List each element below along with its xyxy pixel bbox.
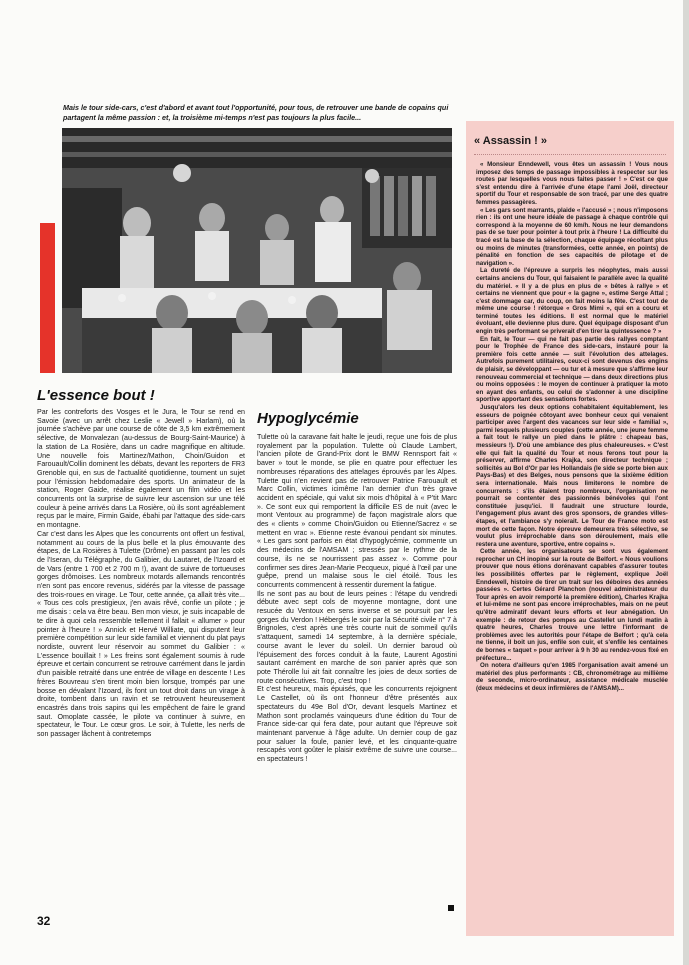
page-number: 32: [37, 914, 51, 928]
article-column-2: [257, 433, 457, 764]
article-heading-hypoglycemie: Hypoglycémie: [257, 410, 359, 427]
restaurant-photo: [62, 128, 452, 373]
sidebar-body: [476, 161, 668, 693]
article-heading-essence: L'essence bout !: [37, 387, 155, 404]
photo-caption: Mais le tour side-cars, c'est d'abord et avant tout l'opportunité, pour tous, de retrouver une bande de copains qui partagent la même passion : et, la troisième mi-temps n'est pas toujours la plus facile...: [63, 103, 449, 122]
sidebar-paragraph: En fait, le Tour — qui ne fait pas partie des rallyes comptant pour le Trophée de France des side-cars, instauré pour la première fois cette année — suit l'évolution des attelages. Autrefois purement utilitaires, ceux-ci sont devenus des engins de plaisir, se développant — ou tur et à mesure que s'affirme leur renouveau commercial et technique — dans deux directions plus ou moins opposées : le moyen de continuer à pratiquer la moto en ayant des enfants, ou celui de s'adonner à une discipline sportive apportant des sensations fortes.: [476, 335, 668, 404]
sidebar-paragraph: La dureté de l'épreuve a surpris les néophytes, mais aussi certains anciens du Tour, qui faisaient le parallèle avec la qualité du matériel. « Il y a de plus en plus de « bêtes à rallye » et certains ne viennent que pour « la gagne », estime Serge Attal ; c'est dommage car, du coup, on fait moins la fête. C'est tout de même une course ! rétorque « Gros Mimi », qui en a couru et terminé toutes les éditions. Il est normal que le matériel évoluant, elle devienne plus dure. Quel équipage disposant d'un engin très performant se priverait d'en tirer la quintessence ? »: [476, 267, 668, 336]
sidebar-box: [466, 121, 674, 936]
restaurant-photo-image: [62, 128, 452, 373]
article-column-1: [37, 408, 245, 739]
end-of-article-square: [448, 905, 454, 911]
article-paragraph: Tulette où la caravane fait halte le jeudi, reçue une fois de plus royalement par la population. Tulette où Claude Lambert, l'ancien pilote de Grand-Prix dont le BMW Rennsport fait « baver » tout le monde, se plie en quatre pour effectuer les nombreuses réparations des attelages éprouvés par les Alpes. Tulette qui n'en revient pas de retrouver Patrice Farouault et Marc Collin, victimes icimême l'an dernier d'un très grave accident en spéciale, qui valut six mois d'hôpital à « P'tit Marc ». Ce sont eux qui remportent la difficile ES de nuit (avec le mont Ventoux au programme) de façon magistrale alors que des « clients » comme Choin/Guidon ou Etienne/Sacrez « se mettent en vrac ». Etienne reste évanoui pendant six minutes. « Les gars sont parfois en état d'hypoglycémie, commente un des médecins de l'AMSAM ; stressés par le rythme de la course, ils ne se nourrissent pas assez ». Comme pour confirmer ses dires Jean-Marie Pecqueux, piqué à l'œil par une guêpe, prend un malaise sous le ciel étoilé. Tous les concurrents commencent à ressentir durement la fatigue.: [257, 433, 457, 589]
sidebar-paragraph: On notera d'ailleurs qu'en 1985 l'organisation avait amené un matériel des plus performants : CB, chronométrage au millième de seconde, micro-ordinateur, assistance médicale musclée (deux médecins et deux infirmières de l'AMSAM)...: [476, 662, 668, 692]
article-paragraph: Et c'est heureux, mais épuisés, que les concurrents rejoignent Le Castellet, où ils ont l'honneur d'être présentés aux spectateurs du 49e Bol d'Or, devant lesquels Martinez et Mathon sont proclamés vainqueurs d'une édition du Tour de France side-car qui fera date, pour autant que l'épreuve soit maintenant parvenue à l'âge adulte. Un dernier coup de gaz pour saluer la foule, panier levé, et les cinquante-quatre rescapés vont goûter le plaisir extrême de suivre une course... en spectateurs !: [257, 685, 457, 764]
sidebar-paragraph: « Les gars sont marrants, plaide « l'accusé » ; nous n'imposons rien : ils ont une heure idéale de passage à chaque contrôle qui correspond à la moyenne de 60 km/h. Nous ne leur demandons pas de se tuer pour pointer à tout prix à l'heure ! La difficulté du tracé est la base de la sélection, chaque équipage récoltant plus ou moins de minutes (transformées, cette année, en points) de pénalité en fonction de ses capacités de pilotage et de navigation ».: [476, 206, 668, 267]
article-paragraph: Car c'est dans les Alpes que les concurrents ont offert un festival, notamment au cours de la plus belle et la plus émouvante des étapes, de La Rosières à Tulette (Drôme) en passant par les cols de l'Iseran, du Télégraphe, du Galibier, du Lautaret, de l'Izoard et de Vars (entre 1 700 et 2 700 m !), avant de suivre de tortueuses gorges drômoises. Les nombreux motards allemands rencontrés n'en sont pas encore revenus, sidérés par la vitesse de passage des trois-roues en virage. Le Tour, cette année, ça allait très vite... « Tous ces cols prestigieux, j'en avais rêvé, confie un pilote ; je me disais : cela va être beau. Ben mon vieux, je suis incapable de te dire à quoi cela ressemble tellement il fallait « allumer » pour pointer à l'heure ! » Annick et Hervé Williate, qui disputent leur première compétition sur leur side familial et viennent du plat pays nordiste, ouvrent leur réservoir au sommet du Galibier : « L'essence bouillait ! » Les freins sont également soumis à rude épreuve et certain concurrent se retrouve carrément dans le jardin d'un paisible retraité dans une entrée de village en descente ! Les frères Bouvreau s'en tirent moin bien lorsque, trompés par une bosse en dévalant l'Izoard, ils font un tout droit dans un virage à droite, tombent dans un ravin et se retrouvent heureusement encastrés dans trois sapins qui les empêchent de faire le grand saut. Omoplate cassée, le pilote va continuer à suivre, en spectateur, le Tour. Le cœur gros. Le soir, à Tulette, les nerfs de son passager lâchent à contretemps: [37, 529, 245, 739]
sidebar-paragraph: « Monsieur Enndewell, vous êtes un assassin ! Vous nous imposez des temps de passage impossibles à respecter sur les routes par lesquelles vous nous faites passer ! » C'est ce que s'est entendu dire à l'arrivée d'une étape l'ami Joël, directeur sportif du Tour et responsable de son tracé, par une des quatre femmes passagères.: [476, 161, 668, 206]
red-accent-bar: [40, 223, 55, 373]
sidebar-title: « Assassin ! »: [474, 135, 547, 147]
article-paragraph: Par les contreforts des Vosges et le Jura, le Tour se rend en Savoie (avec un arrêt chez Leslie « Jewell » Harlam), où la journée s'achève par une course de côte de 3,5 km extrêmement sélective, de Monvalezan (au-dessus de Bourg-Saint-Maurice) à la station de La Rosière, dans un cadre magnifique en altitude. Une nouvelle fois Martinez/Mathon, Choin/Guidon et Farouault/Collin dominent les débats, devant les reporters de FR3 Grenoble qui, en sus de l'actualité quotidienne, tournent un sujet pour l'émission hebdomadaire des sports. Un animateur de la station, Roger Gaide, réalise également un film vidéo et les concurrents ont la surprise de suivre leur ascension sur une télé couleur à peine arrivés dans La Rosière, où ils sont agréablement reçus par le maire, Firmin Gaide, ébahi par l'attaque des side-cars en montagne.: [37, 408, 245, 530]
page-edge: [683, 0, 689, 965]
sidebar-paragraph: Cette année, les organisateurs se sont vus également reprocher un CH inopiné sur la route de Belfort. « Nous voulions prouver que nous étions dorénavant capables d'assurer toutes les possibilités offertes par le règlement, explique Joël Enndewell, histoire de tirer un trait sur les déboires des années passées ». Certes Gérard Planchon (nouvel administrateur du Tour après en avoir remporté la première édition), Charles Krajka et lui-même ne sont pas encore irréprochables, mais on ne peut qu'être admiratif devant leurs efforts et leur abnégation. Un exemple : de retour des pompes au Castellet un lundi matin à quatre heures, Charles trouve une lettre l'informant de problèmes avec les autorités pour l'étape de Belfort ; qu'à cela ne tienne, il boit un jus, enfile son cuir, et s'enfile les centaines de bornes « taquet » pour arriver à 9 h 30 au rendez-vous fixé en préfecture...: [476, 548, 668, 662]
sidebar-paragraph: Jusqu'alors les deux options cohabitaient équitablement, les esseurs de poignée côtoyant avec bonheur ceux qui venaient participer avec l'argent des vacances sur leur side « familial », parmi lesquels plusieurs couples (cette année, une jeune femme a fait tout le rallye un pied dans le plâtre : chapeau bas, messieurs !). D'où une ambiance des plus chaleureuses. « C'est elle qui fait la qualité du Tour et nous ferons tout pour la préserver, affirme Charles Krajka, son directeur technique ; sollicités au Bol d'Or par les Hollandais (le side se porte bien aux Pays-Bas) et des Belges, nous pensons que la sixième édition sera internationale. Mais nous limiterons le nombre de concurrents : s'ils étaient trop nombreux, l'organisation ne pourrait se contenter des passionnés bénévoles qui l'ont constituée jusqu'ici. Il faudrait une structure lourde, l'engagement plus avant des gros sponsors, de grandes villes-étapes, et l'ambiance s'y noierait. Le Tour de France moto est mort de cette façon. Notre épreuve demeurera très sélective, se voulut plus irréprochable dans son déroulement, mais elle restera une aventure, sportive, entre copains ».: [476, 404, 668, 548]
article-paragraph: Ils ne sont pas au bout de leurs peines : l'étape du vendredi débute avec sept cols de moyenne montagne, dont une resucée du Ventoux en sens inverse et se poursuit par les gorges du Verdon ! Hébergés le soir par la Sécurité civile n° 7 à Brignoles, c'est après une très courte nuit de sommeil qu'ils s'attaquent, samedi 14 septembre, à la dernière spéciale, course avant le lever du soleil. Un dernier baroud où l'épuisement des forces conduit à la faute, Laurent Agostini sautant carrément en marche de son panier après que son pote Thérolle lui ait fait connaître les joies de deux sorties de route consécutives. Trop, c'est trop !: [257, 589, 457, 685]
sidebar-divider: [474, 154, 666, 155]
